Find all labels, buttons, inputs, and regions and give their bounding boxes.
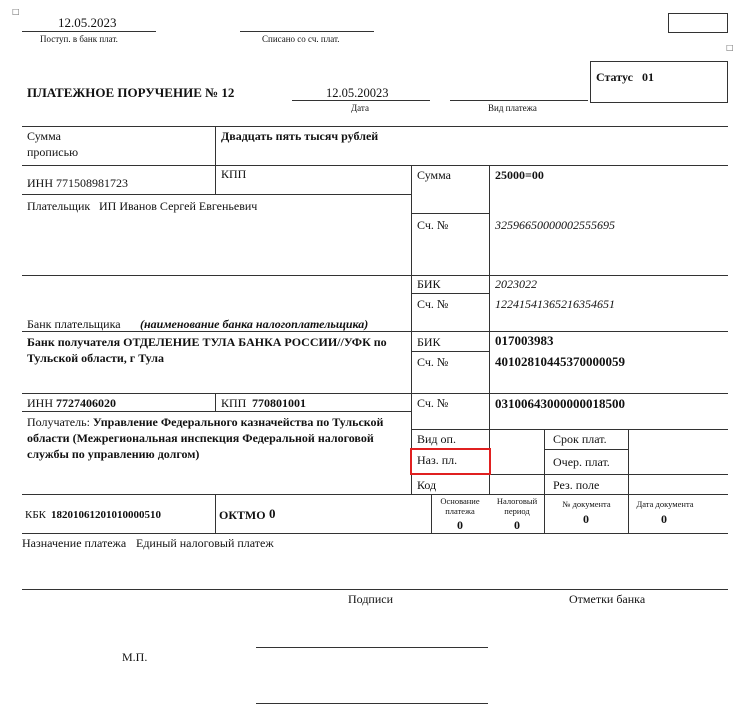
docnum-value: 0 (583, 512, 589, 526)
grid-line (22, 194, 411, 195)
docnum-label: № документа (562, 499, 611, 509)
kbk-label: КБК (25, 509, 46, 521)
payment-type-line (450, 100, 588, 101)
recipient-bank-account-label: Сч. № (417, 355, 449, 369)
payer-name: ИП Иванов Сергей Евгеньевич (99, 199, 258, 213)
kbk-value: 18201061201010000510 (51, 509, 161, 521)
payer-kpp-label: КПП (221, 167, 247, 181)
payer-bank-label: Банк плательщика (27, 317, 121, 331)
doc-date: 12.05.20023 (326, 86, 389, 100)
grid-line (411, 429, 728, 430)
recipient-bik-label: БИК (417, 335, 441, 349)
grid-line (215, 494, 216, 533)
docdate-label: Дата документа (636, 499, 694, 509)
payer-bank-hint: (наименование банка налогоплательщика) (140, 317, 369, 331)
debited-line (240, 31, 374, 32)
recipient-account: 03100643000000018500 (495, 396, 625, 411)
reserve-label: Рез. поле (553, 478, 600, 492)
form-code-box (668, 13, 728, 33)
received-line (22, 31, 156, 32)
grid-line (628, 429, 629, 533)
grid-line (411, 351, 489, 352)
basis-value: 0 (457, 518, 463, 532)
signature-line (256, 647, 488, 648)
sum-label: Сумма (417, 168, 451, 182)
received-caption: Поступ. в банк плат. (40, 34, 118, 44)
grid-line (22, 393, 728, 394)
bank-marks-label: Отметки банка (569, 592, 646, 606)
grid-line (22, 589, 728, 590)
status-value: 01 (642, 70, 654, 84)
amount-words-value: Двадцать пять тысяч рублей (221, 129, 379, 143)
payer-inn: 771508981723 (56, 176, 128, 190)
grid-line (22, 331, 728, 332)
status-label: Статус (596, 70, 633, 84)
oktmo-label: ОКТМО (219, 508, 266, 522)
grid-line (411, 165, 412, 494)
doc-title: ПЛАТЕЖНОЕ ПОРУЧЕНИЕ № 12 (27, 85, 235, 100)
recipient-kpp: 770801001 (252, 396, 306, 410)
code-label: Код (417, 478, 437, 492)
payer-bank-account-label: Сч. № (417, 297, 449, 311)
purpose-code-label: Наз. пл. (417, 453, 458, 467)
grid-line (22, 126, 728, 127)
amount-words-label: прописью (27, 145, 79, 159)
recipient-bank-name: ОТДЕЛЕНИЕ ТУЛА БАНКА РОССИИ//УФК по Тульской области, г Тула (27, 335, 387, 365)
stamp-label: М.П. (122, 650, 148, 664)
payer-account-label: Сч. № (417, 218, 449, 232)
basis-label: Основание платежа (440, 496, 480, 516)
recipient-label: Получатель: (27, 415, 90, 429)
recipient-inn-label: ИНН (27, 396, 53, 410)
period-value: 0 (514, 518, 520, 532)
grid-line (22, 275, 728, 276)
recipient-account-label: Сч. № (417, 396, 449, 410)
payment-type-caption: Вид платежа (488, 103, 537, 113)
signatures-label: Подписи (348, 592, 394, 606)
purpose-value: Единый налоговый платеж (136, 536, 274, 550)
oktmo-value: 0 (269, 506, 276, 521)
received-date: 12.05.2023 (58, 15, 117, 30)
signature-line (256, 703, 488, 704)
payer-inn-label: ИНН (27, 176, 53, 190)
grid-line (489, 275, 490, 331)
priority-label: Очер. плат. (553, 455, 610, 469)
payer-bik-label: БИК (417, 277, 441, 291)
date-line (292, 100, 430, 101)
recipient-bank-label: Банк получателя (27, 335, 121, 349)
payer-account: 32596650000002555695 (495, 218, 615, 232)
docdate-value: 0 (661, 512, 667, 526)
grid-line (22, 165, 728, 166)
grid-line (489, 165, 490, 275)
grid-line (22, 411, 411, 412)
payer-bank-account: 12241541365216354651 (495, 297, 615, 311)
purpose-label: Назначение платежа (22, 536, 127, 550)
recipient-bank (27, 334, 397, 366)
debited-caption: Списано со сч. плат. (262, 34, 340, 44)
recipient-bank-account: 40102810445370000059 (495, 354, 625, 369)
grid-line (215, 393, 216, 411)
grid-line (411, 213, 489, 214)
op-type-label: Вид оп. (417, 432, 456, 446)
payer-name-label: Плательщик (27, 199, 91, 213)
period-label: Налоговый период (496, 496, 538, 516)
recipient-inn: 7727406020 (56, 396, 116, 410)
amount-words-label: Сумма (27, 129, 61, 143)
due-date-label: Срок плат. (553, 432, 607, 446)
corner-mark: □ (12, 7, 20, 16)
grid-line (411, 293, 489, 294)
grid-line (544, 429, 545, 494)
grid-line (544, 449, 628, 450)
corner-mark: □ (726, 43, 734, 52)
recipient-name: Управление Федерального казначейства по Тульской области (Межрегиональная инспекция Федеральной налоговой службы по управлению долгом) (27, 415, 384, 461)
grid-line (22, 533, 728, 534)
payer-bik: 2023022 (495, 277, 537, 291)
recipient (27, 414, 387, 462)
sum-value: 25000=00 (495, 168, 544, 182)
grid-line (215, 126, 216, 194)
recipient-kpp-label: КПП (221, 396, 247, 410)
recipient-bik: 017003983 (495, 333, 554, 348)
date-caption: Дата (351, 103, 369, 113)
grid-line (22, 494, 728, 495)
